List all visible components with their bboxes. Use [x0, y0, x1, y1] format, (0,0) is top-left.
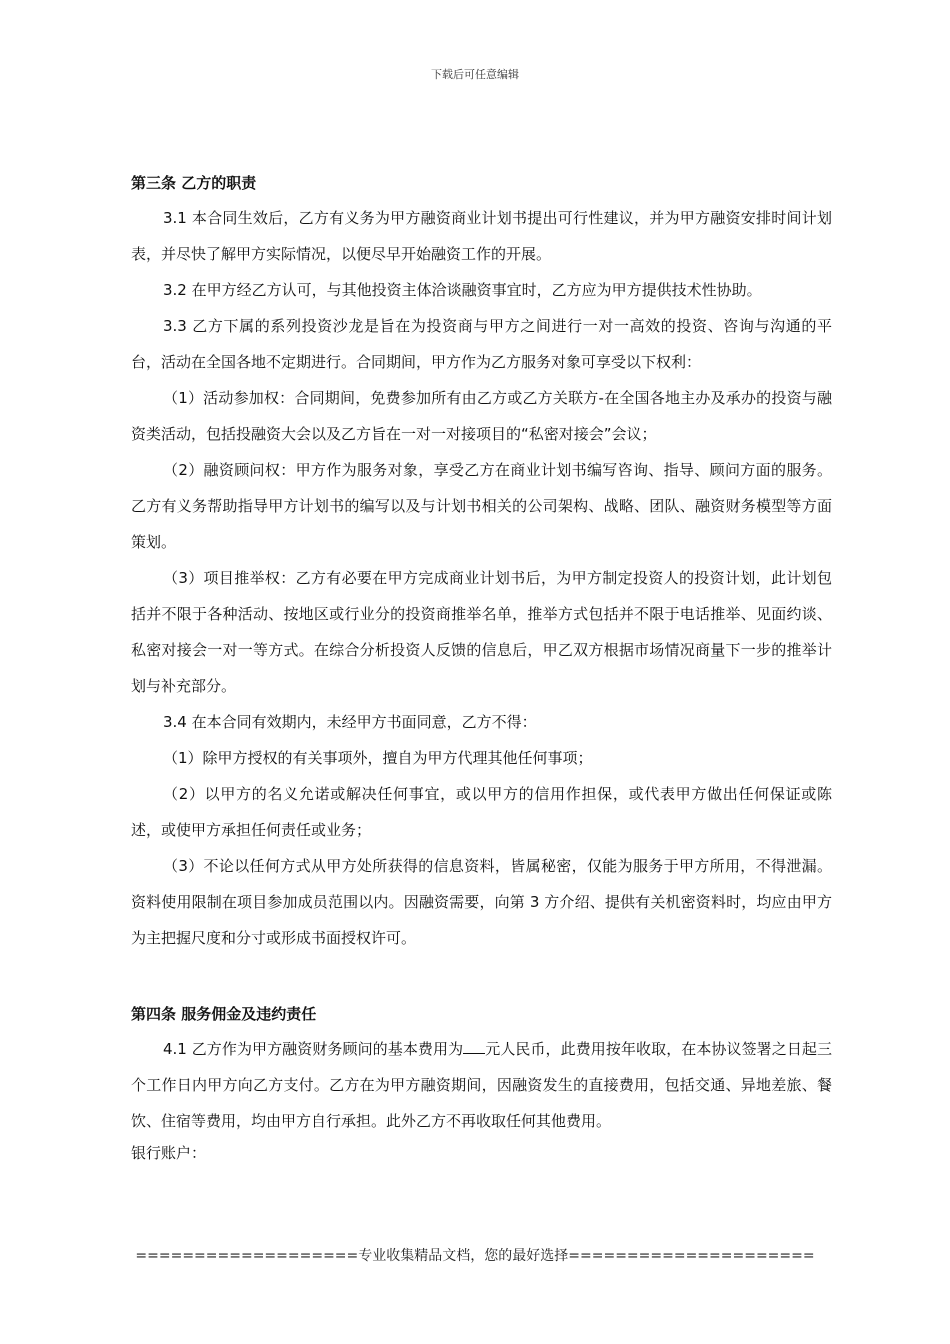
document-body: [131, 171, 832, 1167]
paragraph-3-2: 3.2 在甲方经乙方认可，与其他投资主体洽谈融资事宜时，乙方应为甲方提供技术性协助。: [163, 281, 762, 299]
paragraph-3-3-2: （2）融资顾问权：甲方作为服务对象，享受乙方在商业计划书编写咨询、指导、顾问方面的服务。乙方有义务帮助指导甲方计划书的编写以及与计划书相关的公司架构、战略、团队、融资财务模型等方面策划。: [131, 461, 832, 551]
paragraph-4-1-start: 4.1 乙方作为甲方融资财务顾问的基本费用为: [163, 1040, 464, 1058]
paragraph-4-1-end: 元人民币，此费用按年收取，在本协议签署之日起三个工作日内甲方向乙方支付。乙方在为甲方融资期间，因融资发生的直接费用，包括交通、异地差旅、餐饮、住宿等费用，均由甲方自行承担。此外乙方不再收取任何其他费用。: [131, 1040, 832, 1130]
paragraph-3-3-1: （1）活动参加权：合同期间，免费参加所有由乙方或乙方关联方-在全国各地主办及承办的投资与融资类活动，包括投融资大会以及乙方旨在一对一对接项目的“私密对接会”会议；: [131, 389, 832, 443]
section-spacer: [131, 956, 832, 1002]
article-4-title: 第四条 服务佣金及违约责任: [131, 1005, 317, 1023]
paragraph-4-1: [131, 1031, 832, 1139]
fee-blank-line: [463, 1037, 485, 1054]
paragraph-3-4-2: （2）以甲方的名义允诺或解决任何事宜，或以甲方的信用作担保，或代表甲方做出任何保证或陈述，或使甲方承担任何责任或业务；: [131, 785, 832, 839]
page-footer: ===================专业收集精品文档，您的最好选择=====================: [135, 1248, 815, 1264]
bank-account-label: 银行账户：: [131, 1144, 207, 1162]
paragraph-3-4: 3.4 在本合同有效期内，未经甲方书面同意，乙方不得：: [163, 713, 537, 731]
paragraph-3-3: 3.3 乙方下属的系列投资沙龙是旨在为投资商与甲方之间进行一对一高效的投资、咨询与沟通的平台，活动在全国各地不定期进行。合同期间，甲方作为乙方服务对象可享受以下权利：: [131, 317, 832, 371]
paragraph-3-1: 3.1 本合同生效后，乙方有义务为甲方融资商业计划书提出可行性建议，并为甲方融资安排时间计划表，并尽快了解甲方实际情况，以便尽早开始融资工作的开展。: [131, 209, 832, 263]
paragraph-3-4-1: （1）除甲方授权的有关事项外，擅自为甲方代理其他任何事项；: [163, 749, 593, 767]
paragraph-3-3-3: （3）项目推举权：乙方有必要在甲方完成商业计划书后，为甲方制定投资人的投资计划，此计划包括并不限于各种活动、按地区或行业分的投资商推举名单，推举方式包括并不限于电话推举、见面约谈、私密对接会一对一等方式。在综合分析投资人反馈的信息后，甲乙双方根据市场情况商量下一步的推举计划与补充部分。: [131, 569, 832, 695]
paragraph-3-4-3: （3）不论以任何方式从甲方处所获得的信息资料，皆属秘密，仅能为服务于甲方所用，不得泄漏。资料使用限制在项目参加成员范围以内。因融资需要，向第 3 方介绍、提供有关机密资料时，均应由甲方为主把握尺度和分寸或形成书面授权许可。: [131, 857, 832, 947]
page-header: 下载后可任意编辑: [431, 68, 519, 81]
article-3-title: 第三条 乙方的职责: [131, 174, 257, 192]
